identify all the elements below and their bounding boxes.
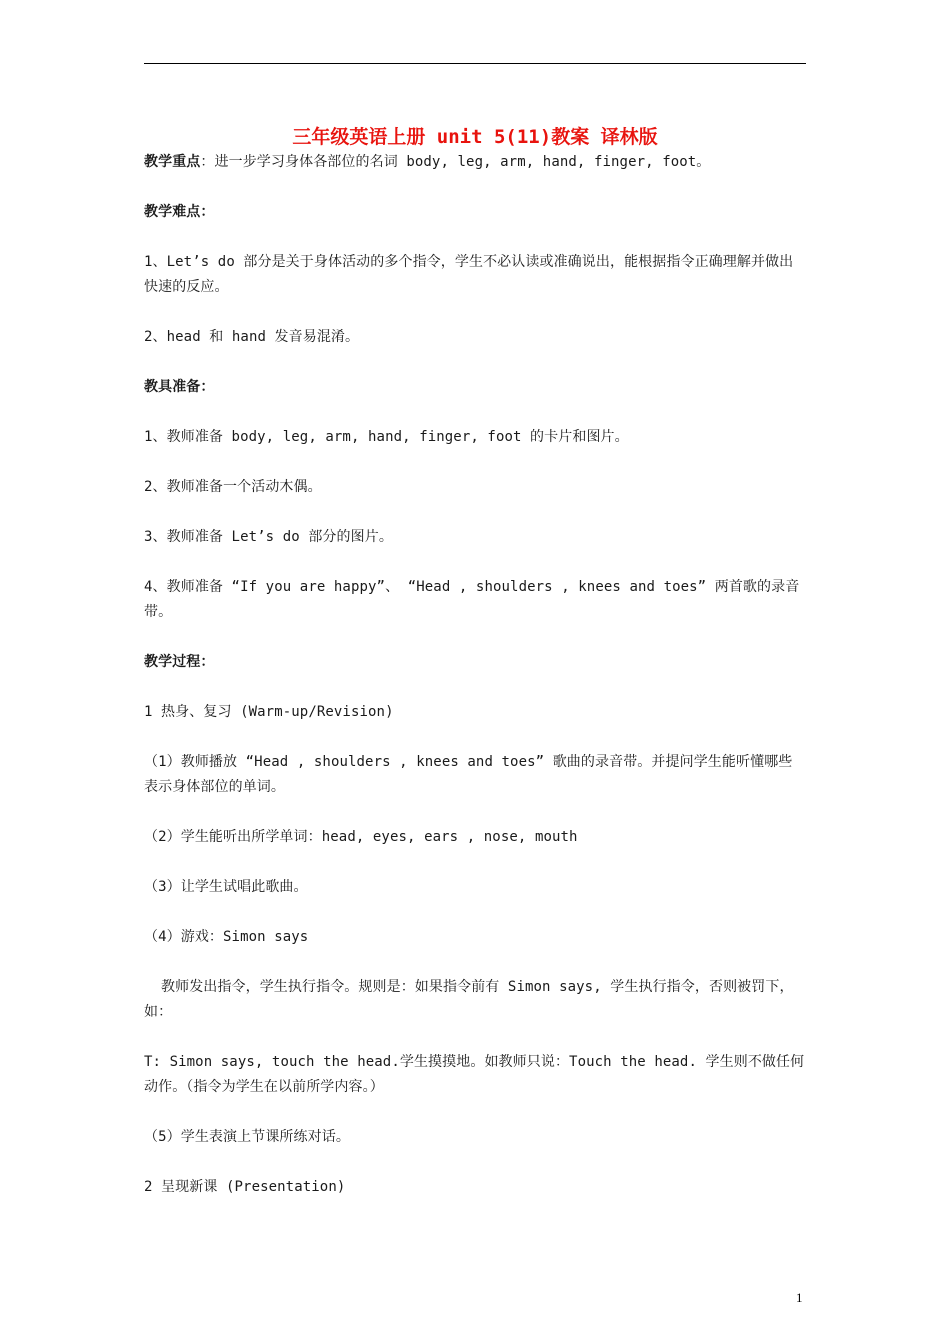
tools-item-4: 4、教师准备 “If you are happy”、 “Head , shoulders , knees and toes” 两首歌的录音带。 <box>144 579 800 620</box>
tools-item-2: 2、教师准备一个活动木偶。 <box>144 479 322 495</box>
step-1-item-5: （5）学生表演上节课所练对话。 <box>144 1129 350 1145</box>
document-title: 三年级英语上册 unit 5(11)教案 译林版 <box>292 126 658 148</box>
process-heading: 教学过程： <box>144 654 215 670</box>
difficulty-item-1: 1、Let’s do 部分是关于身体活动的多个指令，学生不必认读或准确说出，能根据指令正确理解并做出快速的反应。 <box>144 254 794 295</box>
step-1-item-3: （3）让学生试唱此歌曲。 <box>144 879 308 895</box>
focus-paragraph <box>144 150 806 175</box>
step-1-item-1: （1）教师播放 “Head , shoulders , knees and toes” 歌曲的录音带。并提问学生能听懂哪些表示身体部位的单词。 <box>144 754 793 795</box>
tools-heading: 教具准备： <box>144 379 215 395</box>
step-2-heading: 2 呈现新课 (Presentation) <box>144 1179 346 1195</box>
step-1-item-4: （4）游戏：Simon says <box>144 929 309 945</box>
focus-text: ：进一步学习身体各部位的名词 body, leg, arm, hand, finger, foot。 <box>200 154 711 170</box>
tools-item-1: 1、教师准备 body, leg, arm, hand, finger, foot 的卡片和图片。 <box>144 429 629 445</box>
focus-label: 教学重点 <box>144 154 201 170</box>
document-body <box>144 124 806 1225</box>
tools-label: 教具准备 <box>144 379 201 395</box>
tools-item-3: 3、教师准备 Let’s do 部分的图片。 <box>144 529 393 545</box>
header-rule <box>144 63 806 64</box>
page-number: 1 <box>796 1290 803 1305</box>
step-1-item-2: （2）学生能听出所学单词：head, eyes, ears , nose, mouth <box>144 829 578 845</box>
step-1-item-4-example: T: Simon says, touch the head.学生摸摸地。如教师只说：Touch the head. 学生则不做任何动作。（指令为学生在以前所学内容。） <box>144 1054 805 1095</box>
difficulty-item-2: 2、head 和 hand 发音易混淆。 <box>144 329 360 345</box>
process-label: 教学过程 <box>144 654 201 670</box>
step-1-item-4-rule: 教师发出指令，学生执行指令。规则是：如果指令前有 Simon says, 学生执行指令，否则被罚下，如： <box>144 979 794 1020</box>
difficulty-label: 教学难点 <box>144 204 201 220</box>
step-1-heading: 1 热身、复习 (Warm-up/Revision) <box>144 704 394 720</box>
difficulty-heading: 教学难点： <box>144 204 215 220</box>
